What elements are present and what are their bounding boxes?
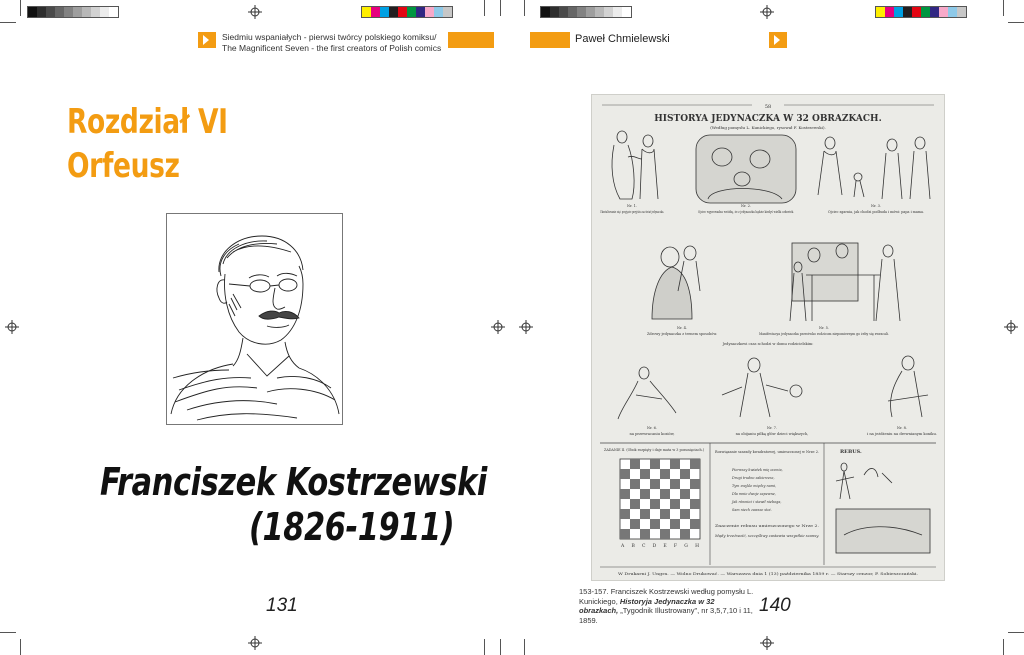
chess-square (690, 479, 700, 489)
portrait-illustration (166, 213, 343, 425)
color-swatch (28, 7, 37, 17)
registration-mark-icon (5, 320, 19, 334)
chess-square (620, 469, 630, 479)
color-swatch (380, 7, 389, 17)
chess-square (650, 499, 660, 509)
color-swatch (434, 7, 443, 17)
chess-square (630, 499, 640, 509)
chess-files: A B C D E F G H (621, 544, 699, 549)
page-number-left: 131 (266, 595, 298, 616)
color-swatch (443, 7, 452, 17)
chevron-right-icon (772, 34, 784, 46)
color-swatch (46, 7, 55, 17)
panel-number: Nr. 5. (818, 326, 830, 330)
color-swatch (541, 7, 550, 17)
crop-mark (1008, 22, 1024, 23)
chess-square (660, 489, 670, 499)
grayscale-color-bar-left (27, 6, 119, 18)
color-swatch (55, 7, 64, 17)
crop-mark (1003, 0, 1004, 16)
color-swatch (586, 7, 595, 17)
portrait-sketch-icon (167, 214, 342, 424)
panel-caption: na przewracaniu koziów, (629, 432, 675, 436)
caption-text: 153-157. Franciszek Kostrzewski według pomysłu L. Kunickiego, (579, 587, 754, 606)
color-swatch (362, 7, 371, 17)
registration-mark-icon (491, 320, 505, 334)
chess-square (680, 469, 690, 479)
color-swatch (64, 7, 73, 17)
scan-title: HISTORYA JEDYNACZKA W 32 OBRAZKACH. (654, 114, 882, 124)
poem-line: Sam niech zawsze stoi. (732, 508, 772, 512)
color-swatch (604, 7, 613, 17)
chess-square (640, 489, 650, 499)
scan-footer: W Drukarni J. Ungra. — Wolno Drukować. — Warszawa dnia 1 (13) października 1859 r. — Starszy cenzor, P. Sobieszczański. (618, 572, 918, 576)
chess-square (660, 469, 670, 479)
color-swatch (109, 7, 118, 17)
poem-line: Jak również i stawił nieboga, (732, 500, 782, 504)
color-swatch (371, 7, 380, 17)
chess-square (640, 529, 650, 539)
panel-number: Nr. 7. (766, 426, 778, 430)
color-swatch (37, 7, 46, 17)
historical-page-scan (591, 94, 945, 581)
registration-mark-icon (1004, 320, 1018, 334)
color-swatch (425, 7, 434, 17)
header-accent-bar-right (530, 32, 570, 48)
color-swatch (903, 7, 912, 17)
chess-square (670, 519, 680, 529)
panel-number: Nr. 8. (896, 426, 908, 430)
color-swatch (82, 7, 91, 17)
subject-name: Franciszek Kostrzewski (100, 460, 487, 504)
rebus-answer: Mądy trzeźwość, szczęśliwy zastawia wszystkie szansy. (713, 534, 819, 538)
color-swatch (894, 7, 903, 17)
chess-board (620, 459, 700, 539)
color-swatch (930, 7, 939, 17)
panel-number: Nr. 6. (646, 426, 658, 430)
crop-mark (484, 0, 485, 16)
header-series-title (222, 32, 441, 54)
panel-number: Nr. 2. (740, 204, 752, 208)
scan-middle-note: Jedynaczkowi czas schodzi w domu rodzicielskim: (722, 342, 814, 346)
comic-strip-scan-icon (592, 95, 944, 580)
chapter-heading (67, 100, 228, 188)
chess-square (650, 459, 660, 469)
panel-caption: Ojciec zgarnia, jak chodzi podbuda i mówi: papa i mama. (828, 210, 924, 214)
panel-caption: Uksztaltowanie się i przyjęcie przyjścia na świat jedynaczka. (600, 210, 664, 214)
color-swatch (550, 7, 559, 17)
color-swatch (389, 7, 398, 17)
subject-years: (1826-1911) (249, 505, 455, 549)
color-swatch (398, 7, 407, 17)
rebus-answer-heading: Znaczenie rebusu umieszczonego w Nrze 2. (715, 524, 819, 528)
color-swatch (912, 7, 921, 17)
color-swatch (91, 7, 100, 17)
crop-mark (524, 0, 525, 16)
crop-mark (524, 639, 525, 655)
chess-square (690, 499, 700, 509)
color-swatch (577, 7, 586, 17)
poem-line: Pierwszy kwiatek mię ocenia, (732, 468, 783, 472)
chess-square (680, 509, 690, 519)
header-chevron-tab-right (769, 32, 787, 48)
panel-caption: na obijaniu piłką głów dzieci większych, (735, 432, 809, 436)
rebus-heading: REBUS. (840, 449, 862, 455)
panel-caption: Zdrowy jedynaczka z trenem sposobów. (647, 332, 718, 336)
crop-mark (500, 639, 501, 655)
chapter-number: Rozdział VI (67, 102, 228, 142)
chess-square (660, 509, 670, 519)
header-title-line2: The Magnificent Seven - the first creators of Polish comics (222, 43, 442, 53)
figure-caption (579, 587, 754, 625)
color-swatch (921, 7, 930, 17)
color-swatch (595, 7, 604, 17)
chapter-title: Orfeusz (67, 146, 180, 186)
color-swatch (407, 7, 416, 17)
color-swatch (568, 7, 577, 17)
crop-mark (20, 0, 21, 16)
color-swatch (416, 7, 425, 17)
color-swatch (100, 7, 109, 17)
color-swatch (622, 7, 631, 17)
header-chevron-tab-left (198, 32, 216, 48)
chess-square (670, 479, 680, 489)
color-swatch (948, 7, 957, 17)
panel-number: Nr. 4. (676, 326, 688, 330)
chess-square (620, 529, 630, 539)
color-swatch (939, 7, 948, 17)
color-swatch (613, 7, 622, 17)
registration-mark-icon (248, 5, 262, 19)
panel-number: Nr. 3. (870, 204, 882, 208)
crop-mark (1003, 639, 1004, 655)
grayscale-color-bar-right (540, 6, 632, 18)
chess-square (640, 509, 650, 519)
chess-square (640, 469, 650, 479)
panel-caption: i na jeżdżeniu na drewnianym koniku. (867, 432, 937, 436)
crop-mark (0, 632, 16, 633)
poem-line: Dla mnie dwoje zapewne, (732, 492, 776, 496)
header-accent-bar-left (448, 32, 494, 48)
chess-square (680, 529, 690, 539)
poem-line: Drugi trudno zabierzesz, (732, 476, 775, 480)
chess-square (620, 509, 630, 519)
registration-mark-icon (760, 5, 774, 19)
chess-square (620, 489, 630, 499)
chess-square (690, 519, 700, 529)
chess-square (630, 479, 640, 489)
chess-square (650, 519, 660, 529)
chess-square (630, 519, 640, 529)
poem-heading: Rozwiązanie szarady kwadratowej, umieszczonej w Nrze 2. (715, 450, 819, 454)
color-swatch (876, 7, 885, 17)
poem-line: Tym zwykle między nami, (732, 484, 777, 488)
color-swatch (957, 7, 966, 17)
registration-mark-icon (760, 636, 774, 650)
panel-caption: Manifestacya jedynaczka przeciwko rodzicom niepomiernym go żeby się zwracali. (759, 332, 889, 336)
chess-square (680, 489, 690, 499)
registration-mark-icon (519, 320, 533, 334)
color-swatch (73, 7, 82, 17)
chess-square (670, 459, 680, 469)
scan-subtitle: (Według pomysłu L. Kunickiego, rysował F. Kostrzewski). (710, 125, 826, 130)
chess-square (650, 479, 660, 489)
chevron-right-icon (201, 34, 213, 46)
page-number-right: 140 (759, 595, 791, 616)
panel-caption: Ojciec wyprowadza wróżbę, że z jedynaczka będzie kiedyś wielki człowiek. (698, 210, 794, 214)
rebus-drawing (836, 463, 930, 553)
chess-square (670, 499, 680, 509)
process-color-bar-right (875, 6, 967, 18)
crop-mark (1008, 632, 1024, 633)
crop-mark (500, 0, 501, 16)
crop-mark (0, 22, 16, 23)
chess-square (630, 459, 640, 469)
crop-mark (20, 639, 21, 655)
registration-mark-icon (248, 636, 262, 650)
crop-mark (484, 639, 485, 655)
scan-page-no: 58 (764, 104, 772, 110)
color-swatch (885, 7, 894, 17)
header-title-line1: Siedmiu wspaniałych - pierwsi twórcy polskiego komiksu/ (222, 32, 437, 42)
chess-heading: ZADANIE II. (Obok rozpięty i daje mata w 3 posunięciach.) (604, 448, 705, 452)
process-color-bar-left (361, 6, 453, 18)
caption-source: „Tygodnik Illustrowany", nr 3,5,7,10 i 11, 1859. (579, 606, 753, 625)
panel-number: Nr. 1. (626, 204, 638, 208)
color-swatch (559, 7, 568, 17)
header-author: Paweł Chmielewski (575, 33, 670, 45)
chess-square (660, 529, 670, 539)
chess-square (690, 459, 700, 469)
caption-work-title: Historyja Jedynaczka w 32 obrazkach, (579, 596, 715, 615)
